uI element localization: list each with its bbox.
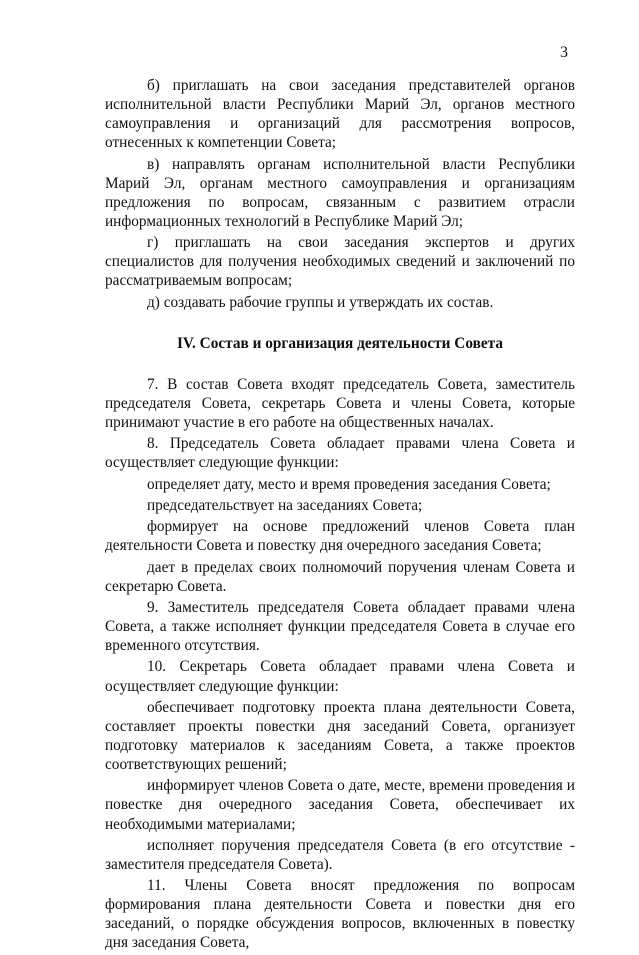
paragraph-11: 11. Члены Совета вносят предложения по вопросам формирования плана деятельности Совета и повестки дня его заседаний, о порядке обсуждения вопросов, включенных в повестку дня заседания Совета, [105, 877, 575, 952]
paragraph-10-function-1: обеспечивает подготовку проекта плана деятельности Совета, составляет проекты повестки дня заседаний Совета, организует подготовку материалов к заседаниям Совета, а также проектов соответствующих решений; [105, 698, 575, 774]
paragraph-8-function-3: формирует на основе предложений членов Совета план деятельности Совета и повестку дня очередного заседания Совета; [105, 518, 575, 555]
paragraph-8-function-4: дает в пределах своих полномочий поручения членам Совета и секретарю Совета. [105, 558, 575, 595]
section-heading: IV. Состав и организация деятельности Совета [176, 334, 504, 352]
page-number: 3 [560, 44, 568, 61]
paragraph-item-v: в) направлять органам исполнительной власти Республики Марий Эл, органам местного самоуправления и организациям предложения по вопросам, связанным с развитием отрасли информационных технологий в Республике Марий Эл; [105, 155, 575, 230]
paragraph-7: 7. В состав Совета входят председатель Совета, заместитель председателя Совета, секретарь Совета и члены Совета, которые принимают участие в его работе на общественных началах. [105, 375, 575, 431]
paragraph-10-function-3: исполняет поручения председателя Совета (в его отсутствие - заместителя председателя Совета). [105, 836, 575, 873]
paragraph-8: 8. Председатель Совета обладает правами члена Совета и осуществляет следующие функции: [105, 435, 575, 472]
paragraph-item-d: д) создавать рабочие группы и утверждать их состав. [147, 293, 494, 311]
paragraph-item-b: б) приглашать на свои заседания представителей органов исполнительной власти Республики Марий Эл, органов местного самоуправления и организаций для рассмотрения вопросов, отнесенных к компетенции Совета; [105, 77, 575, 152]
paragraph-10: 10. Секретарь Совета обладает правами члена Совета и осуществляет следующие функции: [105, 658, 575, 695]
paragraph-9: 9. Заместитель председателя Совета обладает правами члена Совета, а также исполняет функции председателя Совета в случае его временного отсутствия. [105, 598, 575, 655]
paragraph-8-function-1: определяет дату, место и время проведения заседания Совета; [147, 475, 551, 493]
document-body [105, 76, 575, 955]
paragraph-item-g: г) приглашать на свои заседания экспертов и других специалистов для получения необходимых сведений и заключений по рассматриваемым вопросам; [105, 234, 575, 290]
paragraph-8-function-2: председательствует на заседаниях Совета; [147, 496, 423, 514]
paragraph-10-function-2: информирует членов Совета о дате, месте, времени проведения и повестке дня очередного заседания Совета, обеспечивает их необходимыми материалами; [105, 777, 575, 833]
